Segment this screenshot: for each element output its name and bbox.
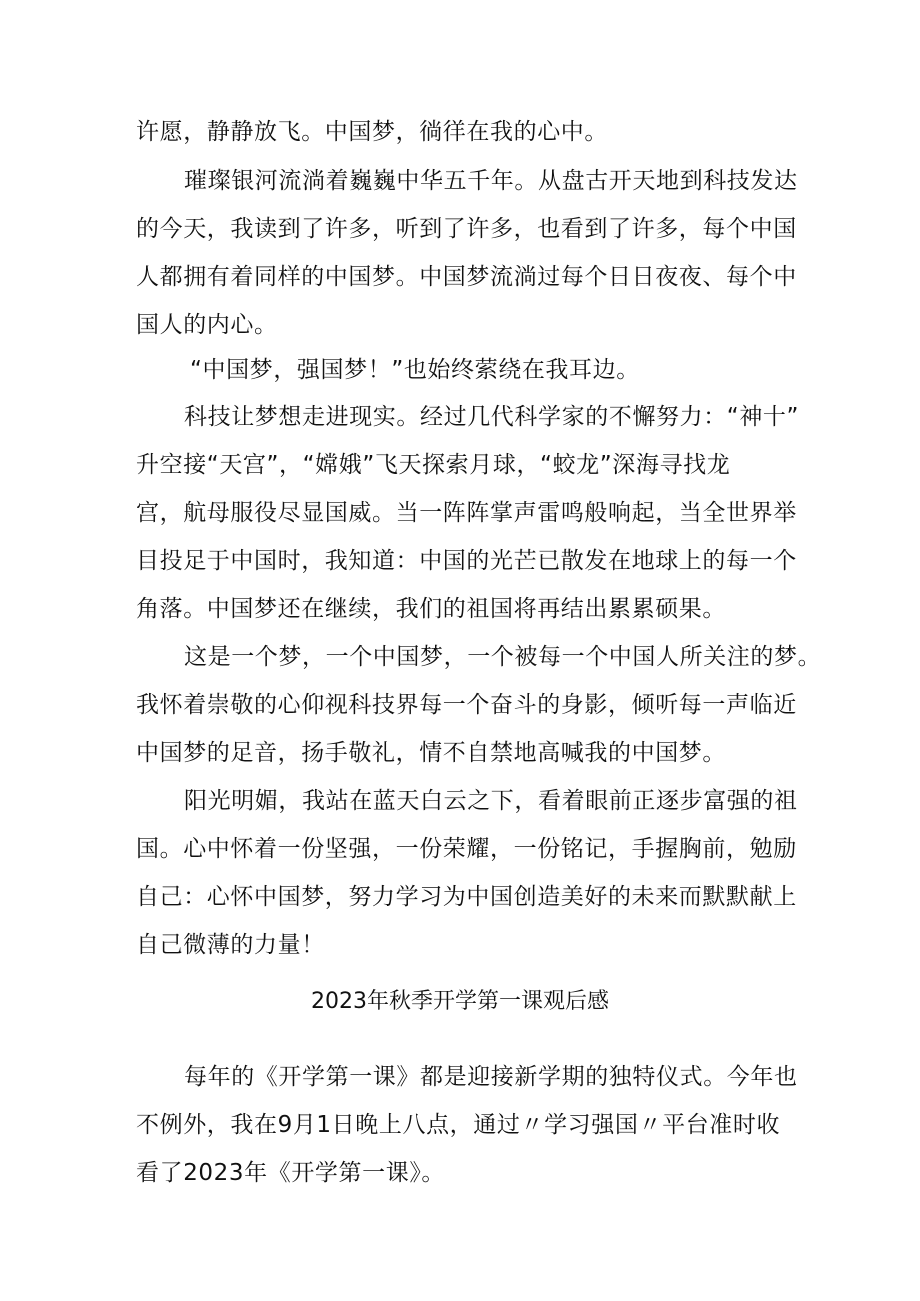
paragraph-line: 角落。中国梦还在继续，我们的祖国将再结出累累硕果。 [136,596,726,622]
paragraph-line: 目投足于中国时，我知道：中国的光芒已散发在地球上的每一个 [136,548,797,574]
paragraph-line: “中国梦，强国梦！”也始终萦绕在我耳边。 [190,357,640,383]
paragraph-line: 每年的《开学第一课》都是迎接新学期的独特仪式。今年也 [184,1064,798,1090]
paragraph-line: 国。心中怀着一份坚强，一份荣耀，一份铭记，手握胸前，勉励 [136,836,797,862]
paragraph-line: 看了2023年《开学第一课》。 [136,1160,446,1186]
paragraph-line: 国人的内心。 [136,312,278,338]
paragraph-line: 中国梦的足音，扬手敬礼，情不自禁地高喊我的中国梦。 [136,740,726,766]
paragraph-line: 科技让梦想走进现实。经过几代科学家的不懈努力：“神十” [184,404,800,430]
paragraph-line: 的今天，我读到了许多，听到了许多，也看到了许多，每个中国 [136,216,797,242]
paragraph-line: 璀璨银河流淌着巍巍中华五千年。从盘古开天地到科技发达 [184,168,798,194]
paragraph-line: 自己微薄的力量！ [136,932,325,958]
paragraph-line: 宫，航母服役尽显国威。当一阵阵掌声雷鸣般响起，当全世界举 [136,500,797,526]
paragraph-line: 自己：心怀中国梦，努力学习为中国创造美好的未来而默默献上 [136,884,797,910]
paragraph-line: 阳光明媚，我站在蓝天白云之下，看着眼前正逐步富强的祖 [184,788,798,814]
paragraph-line: 不例外，我在9月1日晚上八点，通过〃学习强国〃平台准时收 [136,1112,781,1138]
paragraph-line: 这是一个梦，一个中国梦，一个被每一个中国人所关注的梦。 [184,644,822,670]
paragraph-line: 我怀着崇敬的心仰视科技界每一个奋斗的身影，倾听每一声临近 [136,692,797,718]
paragraph-line: 人都拥有着同样的中国梦。中国梦流淌过每个日日夜夜、每个中 [136,264,797,290]
paragraph-line: 升空接“天宫”，“嫦娥”飞天探索月球，“蛟龙”深海寻找龙 [136,452,731,478]
paragraph-line: 许愿，静静放飞。中国梦，徜徉在我的心中。 [136,119,608,145]
section-title: 2023年秋季开学第一课观后感 [311,989,609,1014]
